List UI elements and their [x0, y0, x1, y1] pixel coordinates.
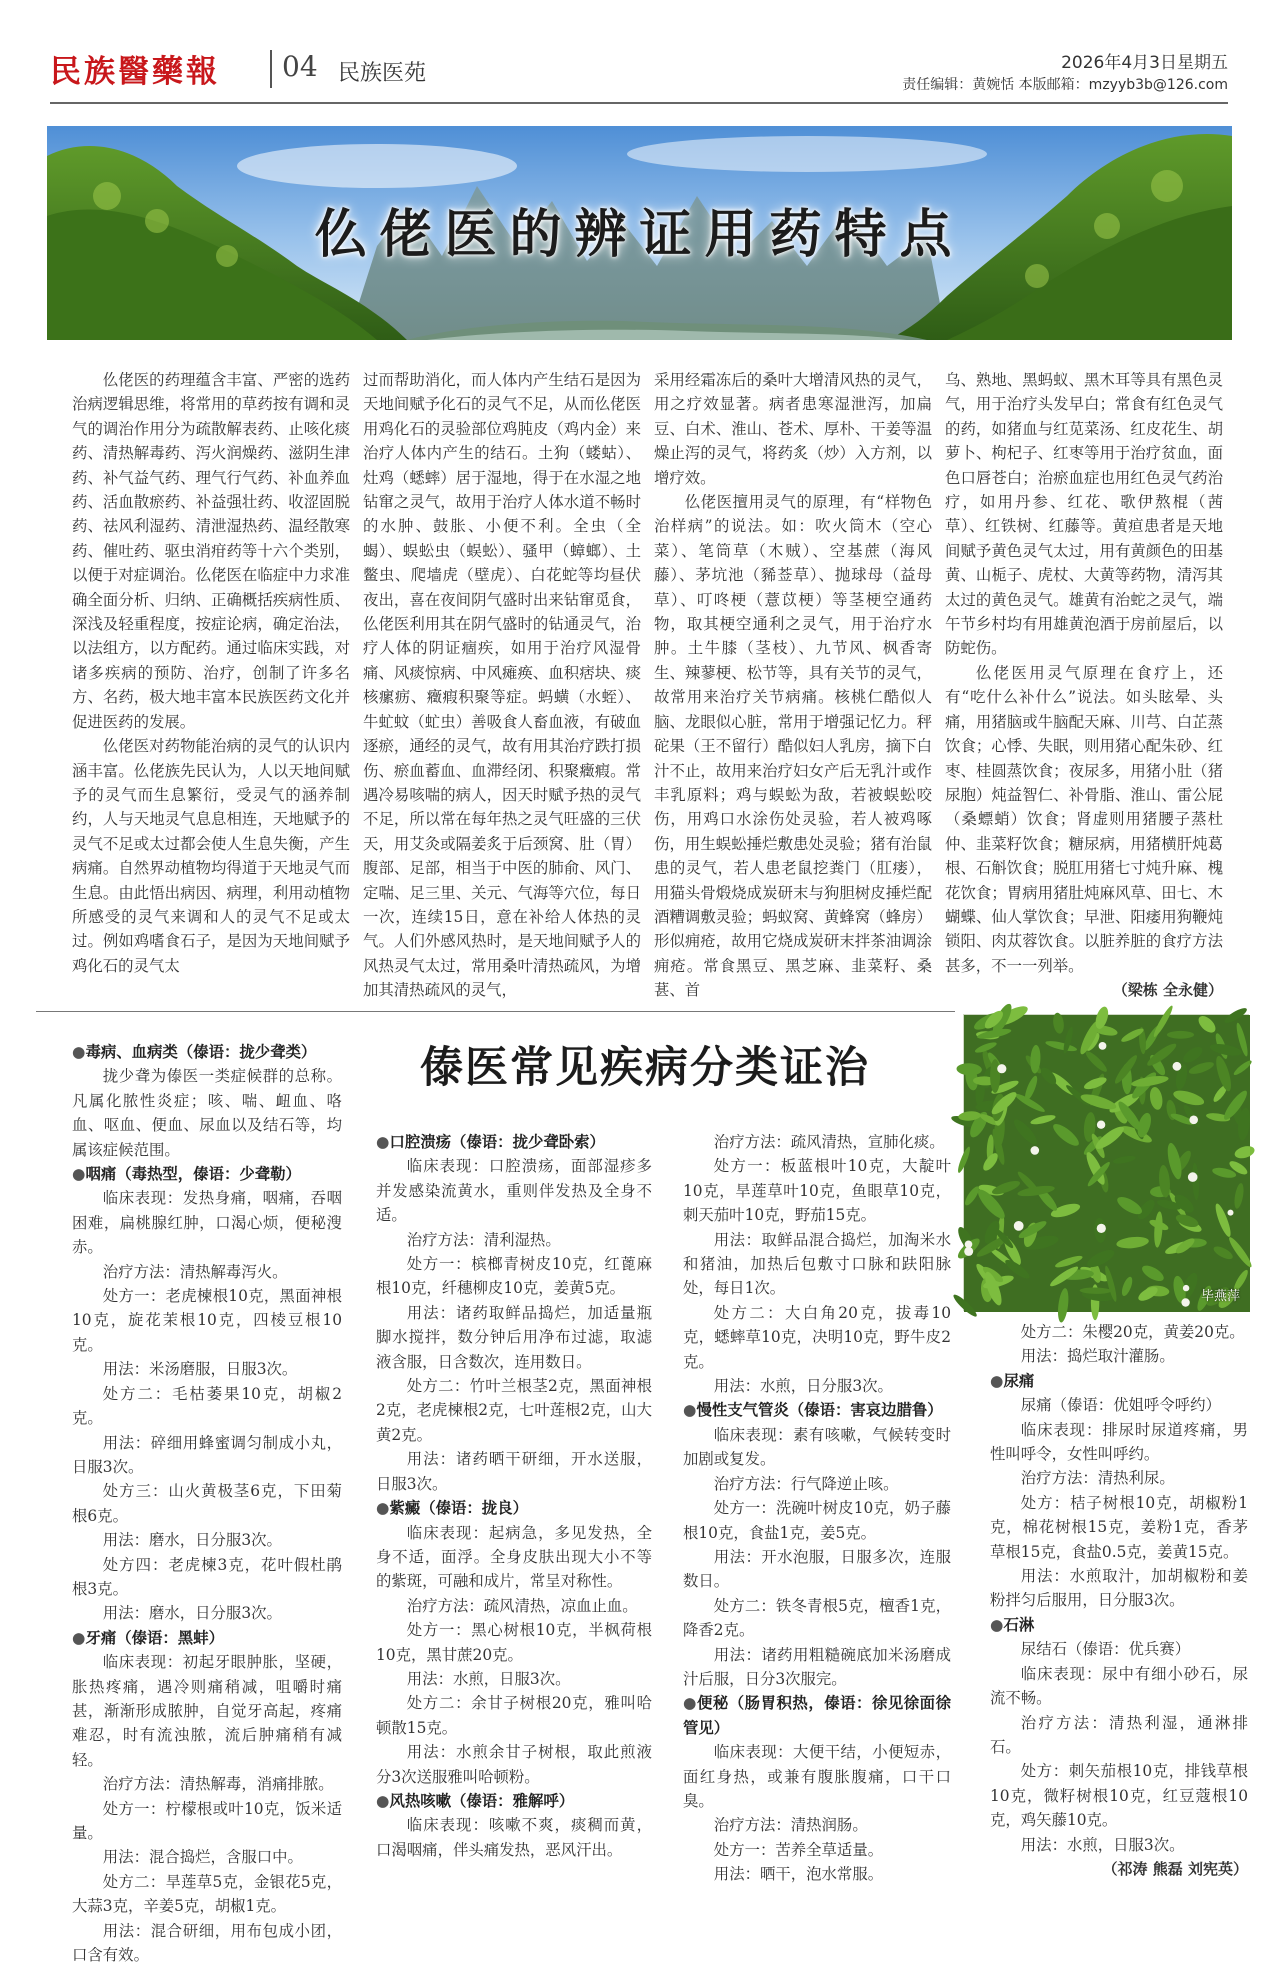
heading-text: 慢性支气管炎（傣语：害哀边腊鲁）	[696, 1401, 943, 1420]
flower-shape	[1097, 1121, 1105, 1129]
paragraph: 临床表现：大便干结，小便短赤，面红身热，或兼有腹胀腹痛，口干口臭。	[683, 1743, 951, 1810]
paragraph: 处方三：山火黄极茎6克，下田菊根6克。	[72, 1482, 342, 1525]
heading-text: 毒病、血病类（傣语：拢少聋类）	[85, 1043, 317, 1061]
editor-info: 责任编辑：黄婉恬 本版邮箱：mzyyb3b@126.com	[902, 77, 1228, 93]
paragraph: 处方一：老虎楝根10克，黑面神根10克，旋花茉根10克，四棱豆根10克。	[72, 1287, 342, 1354]
paragraph: 处方一：柠檬根或叶10克，饭米适量。	[72, 1799, 342, 1842]
paragraph: 处方二：旱莲草5克，金银花5克，大蒜3克，辛姜5克，胡椒1克。	[72, 1872, 342, 1916]
paragraph: 临床表现：初起牙眼肿胀，坚硬，胀热疼痛，遇冷则痛稍减，咀嚼时痛甚，渐渐形成脓肿，自觉牙高起，疼痛难忍，时有流浊脓，流后肿痛稍有减轻。	[72, 1653, 342, 1769]
paragraph: 用法：磨水，日分服3次。	[102, 1604, 282, 1623]
paragraph: 处方一：苦养全草适量。	[713, 1840, 884, 1859]
paragraph: 仫佬医用灵气原理在食疗上，还有“吃什么补什么”说法。如头眩晕、头痛，用猪脑或牛脑配天麻、川芎、白芷蒸饮食；心悸、失眠，则用猪心配朱砂、红枣、桂圆蒸饮食；夜尿多，用猪小肚（猪尿胞）炖益智仁、补骨脂、淮山、雷公屁（桑螵蛸）饮食；肾虚则用猪腰子蒸杜仲、韭菜籽饮食；糖尿病，用猪横肝炖葛根、石斛饮食；脱肛用猪七寸炖升麻、槐花饮食；胃病用猪肚炖麻风草、田七、木蝴蝶、仙人掌饮食；早泄、阳痿用狗鞭炖锁阳、肉苁蓉饮食。以脏养脏的食疗方法甚多，不一一列举。	[945, 663, 1223, 975]
leaf-shape	[990, 1059, 1000, 1093]
article2-column-4	[990, 1320, 1248, 1878]
article2-column-2	[376, 1130, 652, 1860]
photo-credit: 毕燕萍	[1200, 1289, 1240, 1304]
paragraph: 仫佬医擅用灵气的原理，有“样物色治样病”的说法。如：吹火筒木（空心菜）、笔筒草（木贼）、空基蔗（海风藤）、茅坑池（豨莶草）、抛球母（益母草）、叮咚梗（薏苡梗）等茎梗空通药物，取其梗空通利之灵气，用于治疗水肿。土牛膝（茎枝）、九节风、枫香寄生、辣蓼梗、松节等，具有关节的灵气，故常用来治疗关节病痛。核桃仁酷似人脑、龙眼似心脏，常用于增强记忆力。秤砣果（王不留行）酷似妇人乳房，摘下白汁不止，故用来治疗妇女产后无乳汁或作丰乳原料；鸡与蜈蚣为敌，若被蜈蚣咬伤，用鸡口水涂伤处灵验，若人被鸡啄伤，用生蜈蚣捶烂敷患处灵验；猪有治鼠患的灵气，若人患老鼠挖粪门（肛瘘），用猫头骨煅烧成炭研末与狗胆树皮捶烂配酒糟调敷灵验；蚂蚁窝、黄蜂窝（蜂房）形似痈疮，故用它烧成炭研末拌茶油调涂痈疮。常食黑豆、黑芝麻、韭菜籽、桑葚、首	[654, 493, 932, 1000]
paragraph: 治疗方法：清热利尿。	[1020, 1469, 1175, 1488]
paragraph: 临床表现：排尿时尿道疼痛，男性叫呼令，女性叫呼约。	[990, 1420, 1248, 1464]
paragraph: 用法：米汤磨服，日服3次。	[102, 1360, 298, 1379]
subsection-heading	[72, 1040, 342, 1064]
issue-date: 2026年4月3日星期五	[1061, 53, 1228, 73]
paragraph: 用法：水煎，日分服3次。	[713, 1377, 893, 1396]
bullet-icon: ●	[376, 1499, 390, 1518]
heading-text: 咽痛（毒热型，傣语：少聋勒）	[85, 1165, 301, 1184]
paragraph: 用法：开水泡服，日服多次，连服数日。	[683, 1547, 951, 1591]
paragraph: 乌、熟地、黑蚂蚁、黑木耳等具有黑色灵气，用于治疗头发早白；常食有红色灵气的药，如猪血与红苋菜汤、红皮花生、胡萝卜、枸杞子、红枣等用于治疗贫血，面色口唇苍白；治瘀血症也用红色灵气药治疗，如用丹参、红花、歌伊熬棍（茜草）、红铁树、红藤等。黄疸患者是天地间赋予黄色灵气太过，用有黄颜色的田基黄、山栀子、虎杖、大黄等药物，清泻其太过的黄色灵气。雄黄有治蛇之灵气，端午节乡村均有用雄黄泡酒于房前屋后，以防蛇伤。	[945, 371, 1223, 658]
paragraph: 尿结石（傣语：优兵赛）	[1020, 1640, 1191, 1659]
subsection-heading	[990, 1369, 1248, 1393]
paragraph: 用法：水煎余甘子树根，取此煎液分3次送服雅叫哈顿粉。	[376, 1743, 652, 1786]
paragraph: 用法：水煎取汁，加胡椒粉和姜粉拌匀后服用，日分服3次。	[990, 1567, 1248, 1610]
paragraph: 临床表现：口腔溃疡，面部湿疹多并发感染流黄水，重则伴发热及全身不适。	[376, 1157, 652, 1225]
article1-column-4	[945, 368, 1223, 1003]
article1-column-2	[363, 368, 641, 1003]
section-name: 民族医苑	[338, 61, 427, 86]
paragraph: 拢少聋为傣医一类症候群的总称。凡属化脓性炎症；咳、喘、衄血、咯血、呕血、便血、尿血以及结石等，均属该症候范围。	[72, 1067, 342, 1159]
paragraph: 处方：刺矢茄根10克，排钱草根10克，微籽树根10克，红豆蔻根10克，鸡矢藤10克。	[990, 1762, 1248, 1830]
paragraph: 处方一：黑心树根10克，半枫荷根10克，黑甘蔗20克。	[376, 1621, 652, 1664]
paragraph: 处方四：老虎楝3克，花叶假杜鹃根3克。	[72, 1555, 342, 1598]
paragraph: 治疗方法：清热解毒泻火。	[102, 1262, 288, 1281]
flower-shape	[1228, 1210, 1234, 1216]
subsection-heading	[990, 1613, 1248, 1637]
newspaper-logo: 民族醫藥報	[50, 54, 220, 90]
paragraph: 治疗方法：疏风清热，宣肺化痰。	[713, 1133, 945, 1151]
page-number: 04	[282, 50, 318, 83]
bullet-icon: ●	[376, 1791, 390, 1810]
flower-shape	[1189, 1116, 1198, 1125]
article1-body	[72, 368, 1258, 1000]
subsection-heading	[376, 1789, 652, 1813]
subsection-heading	[683, 1691, 951, 1740]
header-divider	[270, 50, 272, 88]
paragraph: 用法：混合捣烂，含服口中。	[102, 1848, 303, 1867]
paragraph: 仫佬医的药理蕴含丰富、严密的选药治病逻辑思维，将常用的草药按有调和灵气的调治作用分为疏散解表药、止咳化痰药、清热解毒药、泻火润燥药、滋阴生津药、补气益气药、理气行气药、补血养血药、活血散瘀药、补益强壮药、收涩固脱药、祛风利湿药、清泄湿热药、温经散寒药、催吐药、驱虫消疳药等十六个类别，以便于对症调治。仫佬医在临症中力求准确全面分析、归纳、正确概括疾病性质、深浅及轻重程度，按症论病，确定治法，以法组方，以方配药。通过临床实践，对诸多疾病的预防、治疗，创制了许多名方、名药，极大地丰富本民族医药文化并促进医药的发展。	[72, 371, 350, 731]
flower-shape	[1014, 1221, 1024, 1231]
heading-text: 口腔溃疡（傣语：拢少聋卧索）	[389, 1133, 605, 1151]
paragraph: 过而帮助消化，而人体内产生结石是因为天地间赋予化石的灵气不足，从而仫佬医用鸡化石的灵验部位鸡肫皮（鸡内金）来治疗人体内产生的结石。土狗（蝼蛄）、灶鸡（蟋蟀）居于湿地，得于在水湿之地钻窜之灵气，故用于治疗人体水道不畅时的水肿、鼓胀、小便不利。全虫（全蝎）、蜈蚣虫（蜈蚣）、骚甲（蟑螂）、土鳖虫、爬墙虎（壁虎）、白花蛇等均昼伏夜出，喜在夜间阴气盛时出来钻窜觅食，仫佬医利用其在阴气盛时的钻通灵气，治疗人体的阴证痼疾，如用于治疗风湿骨痛、风痰惊病、中风瘫痪、血积痞块、痰核瘰疬、癥瘕积聚等症。蚂蟥（水蛭）、牛虻蚊（虻虫）善吸食人畜血液，有破血逐瘀，通经的灵气，故有用其治疗跌打损伤、瘀血蓄血、血滞经闭、积聚癥瘕。常遇冷易咳喘的病人，因天时赋予热的灵气不足，所以常在每年热之灵气旺盛的三伏天，用艾灸或隔姜炙于后颈窝、肚（胃）腹部、足部，相当于中医的肺俞、风门、定喘、足三里、关元、气海等穴位，每日一次，连续15日，意在补给人体热的灵气。人们外感风热时，是天地间赋予人的风热灵气太过，常用桑叶清热疏风，为增加其清热疏风的灵气，	[363, 371, 641, 1000]
paragraph: 临床表现：尿中有细小砂石，尿流不畅。	[990, 1664, 1248, 1708]
bullet-icon: ●	[72, 1043, 86, 1061]
bullet-icon: ●	[990, 1371, 1004, 1390]
bullet-icon: ●	[683, 1694, 697, 1713]
bullet-icon: ●	[683, 1401, 697, 1420]
heading-text: 石淋	[1003, 1615, 1035, 1634]
article2-title: 傣医常见疾病分类证治	[420, 1043, 870, 1093]
flower-shape	[1173, 1062, 1182, 1071]
heading-text: 便秘（肠胃积热，傣语：徐见徐面徐管见）	[683, 1694, 951, 1737]
paragraph: 仫佬医对药物能治病的灵气的认识内涵丰富。仫佬族先民认为，人以天地间赋予的灵气而生息繁衍，受灵气的涵养制约，人与天地灵气息息相连，天地赋予的灵气不足或太过都会使人生息失衡，产生病痛。自然界动植物均得道于天地灵气而生息。由此悟出病因、病理，利用动植物所感受的灵气来调和人的灵气不足或太过。例如鸡嗜食石子，是因为天地间赋予鸡化石的灵气太	[72, 737, 350, 975]
herb-photo	[963, 1014, 1249, 1311]
subsection-heading	[376, 1496, 652, 1520]
paragraph: 处方一：洗碗叶树皮10克，奶子藤根10克，食盐1克，姜5克。	[683, 1499, 951, 1542]
paragraph: 处方二：竹叶兰根茎2克，黑面神根2克，老虎楝根2克，七叶莲根2克，山大黄2克。	[376, 1377, 652, 1444]
paragraph: 治疗方法：清利湿热。	[406, 1230, 561, 1249]
herb-plant-image	[964, 1015, 1250, 1312]
paragraph: 处方：桔子树根10克，胡椒粉1克，棉花树根15克，姜粉1克，香茅草根15克，食盐0.5克，姜黄15克。	[990, 1493, 1248, 1561]
bullet-icon: ●	[72, 1165, 86, 1184]
bullet-icon: ●	[376, 1133, 390, 1151]
paragraph: 用法：晒干，泡水常服。	[713, 1865, 884, 1884]
section-divider	[36, 1011, 955, 1012]
paragraph: 用法：水煎，日服3次。	[406, 1669, 571, 1688]
article2-column-1	[72, 1040, 342, 1965]
article2-column-3	[683, 1130, 951, 1884]
heading-text: 牙痛（傣语：黑蚌）	[85, 1628, 224, 1647]
flower-shape	[1099, 1042, 1107, 1050]
paragraph: 用法：诸药晒干研细，开水送服，日服3次。	[376, 1450, 652, 1493]
paragraph: 尿痛（傣语：优姐呼令呼约）	[1020, 1396, 1221, 1415]
paragraph: 治疗方法：行气降逆止咳。	[713, 1474, 899, 1493]
paragraph: 治疗方法：清热解毒，消痛排脓。	[102, 1775, 334, 1794]
paragraph: 用法：混合研细，用布包成小团，口含有效。	[72, 1921, 342, 1965]
article1-title: 仫佬医的辨证用药特点	[314, 204, 965, 265]
heading-text: 风热咳嗽（傣语：雅解呼）	[389, 1791, 575, 1810]
flower-shape	[1188, 1172, 1198, 1182]
paragraph: 用法：碎细用蜂蜜调匀制成小丸，日服3次。	[72, 1433, 342, 1476]
paragraph: 治疗方法：清热利湿，通淋排石。	[990, 1713, 1248, 1756]
bullet-icon: ●	[72, 1628, 86, 1647]
flower-shape	[1097, 1224, 1106, 1233]
paragraph: 处方二：铁冬青根5克，檀香1克，降香2克。	[683, 1596, 951, 1640]
paragraph: 处方一：板蓝根叶10克，大靛叶10克，旱莲草叶10克，鱼眼草10克，刺天茄叶10克，野茄15克。	[683, 1157, 951, 1225]
paragraph: 处方一：槟榔青树皮10克，红蓖麻根10克，纤穗柳皮10克，姜黄5克。	[376, 1255, 652, 1298]
leaf-shape	[1167, 1031, 1194, 1039]
paragraph: 临床表现：发热身痛，咽痛，吞咽困难，扁桃腺红肿，口渴心烦，便秘溲赤。	[72, 1189, 342, 1257]
subsection-heading	[72, 1162, 342, 1186]
paragraph: 用法：磨水，日分服3次。	[102, 1531, 282, 1550]
paragraph: 治疗方法：清热润肠。	[713, 1816, 868, 1835]
bullet-icon: ●	[990, 1615, 1004, 1634]
paragraph: 临床表现：起病急，多见发热，全身不适，面浮。全身皮肤出现大小不等的紫斑，可融和成片，常呈对称性。	[376, 1523, 652, 1591]
article1-column-3	[654, 368, 932, 1003]
article1-banner	[47, 126, 1232, 340]
paragraph: 用法：水煎，日服3次。	[1020, 1835, 1185, 1854]
paragraph: 处方二：朱樱20克，黄姜20克。	[1020, 1323, 1245, 1341]
paragraph: 处方二：大白角20克，拔毒10克，蟋蟀草10克，决明10克，野牛皮2克。	[683, 1303, 951, 1371]
paragraph: 处方二：余甘子树根20克，雅叫哈顿散15克。	[376, 1694, 652, 1737]
flower-shape	[1031, 1146, 1040, 1155]
paragraph: 处方二：毛枯萎果10克，胡椒2克。	[72, 1384, 342, 1428]
subsection-heading	[72, 1626, 342, 1650]
flower-shape	[964, 1247, 973, 1256]
flower-shape	[1181, 1298, 1189, 1306]
flower-shape	[997, 1064, 1006, 1073]
article2-byline: （祁涛 熊磊 刘宪英）	[1102, 1859, 1248, 1878]
paragraph: 临床表现：咳嗽不爽，痰稠而黄，口渴咽痛，伴头痛发热，恶风汗出。	[376, 1816, 652, 1859]
heading-text: 紫癜（傣语：拢良）	[389, 1499, 528, 1518]
paragraph: 采用经霜冻后的桑叶大增清风热的灵气，用之疗效显著。病者患寒湿泄泻，加扁豆、白术、淮山、苍术、厚朴、干姜等温燥止泻的灵气，将药炙（炒）入方剂，以增疗效。	[654, 371, 932, 487]
subsection-heading	[376, 1130, 652, 1154]
article1-byline: （梁栋 全永健）	[1112, 981, 1223, 1000]
article1-column-1	[72, 368, 350, 978]
subsection-heading	[683, 1398, 951, 1422]
paragraph: 临床表现：素有咳嗽，气候转变时加剧或复发。	[683, 1425, 951, 1469]
paragraph: 用法：取鲜品混合捣烂，加淘米水和猪油，加热后包敷寸口脉和趺阳脉处，每日1次。	[683, 1230, 951, 1298]
paragraph: 治疗方法：疏风清热，凉血止血。	[406, 1596, 638, 1615]
heading-text: 尿痛	[1003, 1371, 1035, 1390]
paragraph: 用法：捣烂取汁灌肠。	[1020, 1347, 1175, 1366]
flower-shape	[1183, 1285, 1189, 1291]
paragraph: 用法：诸药取鲜品捣烂，加适量瓶脚水搅拌，数分钟后用净布过滤，取滤液含服，日含数次，连用数日。	[376, 1303, 652, 1371]
header-rule	[50, 102, 1228, 104]
paragraph: 用法：诸药用粗糙碗底加米汤磨成汁后服，日分3次服完。	[683, 1645, 951, 1688]
